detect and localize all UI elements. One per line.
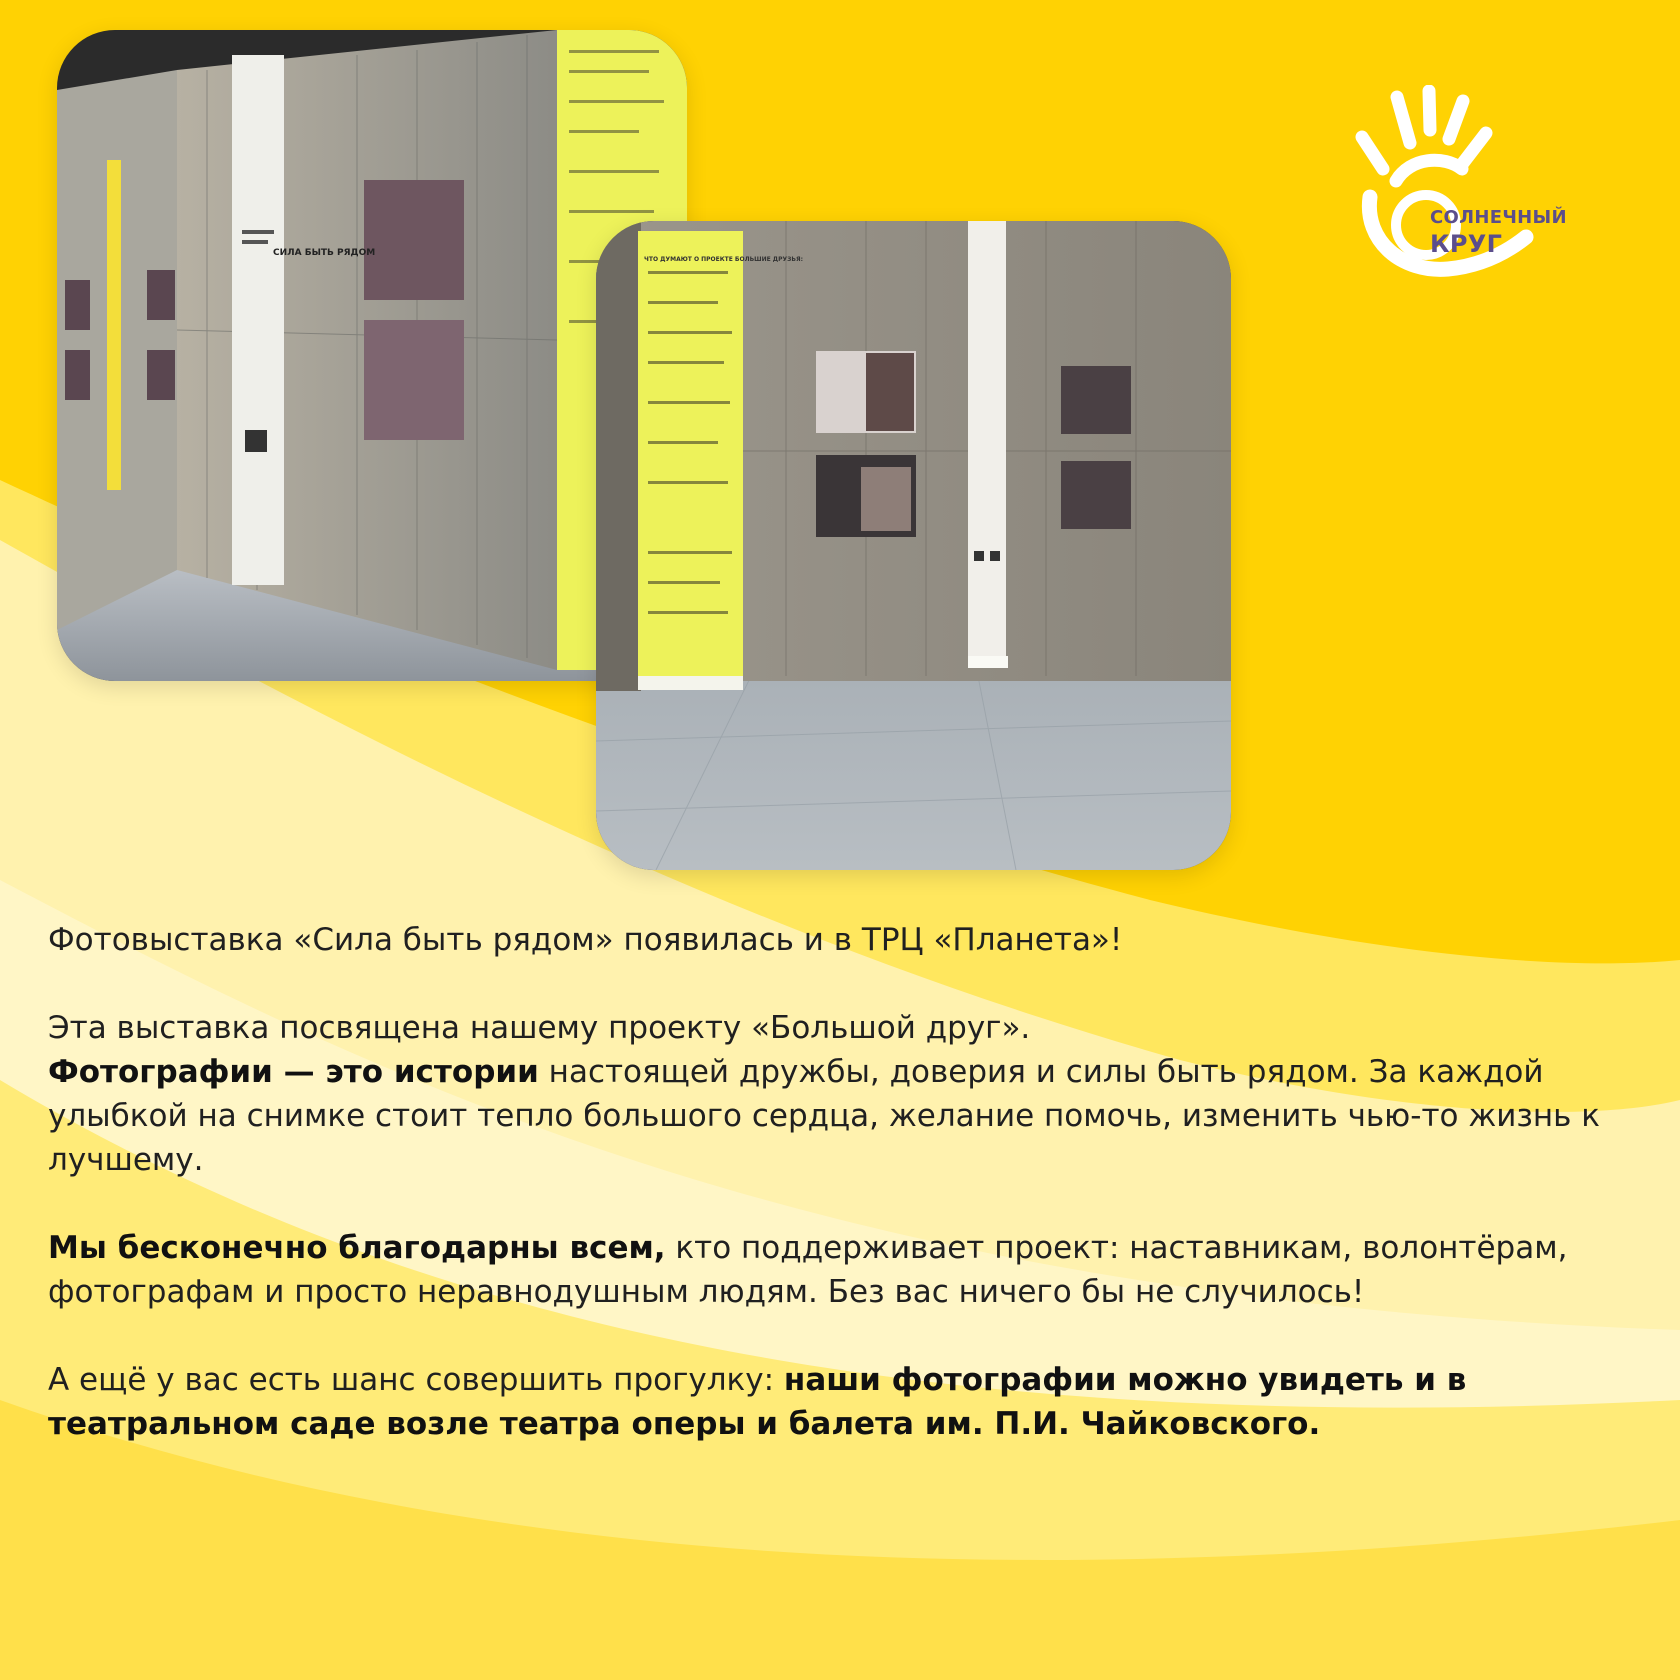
brand-logo [1350, 85, 1600, 285]
brand-name [1430, 205, 1567, 257]
exhibition-photo-right [596, 221, 1231, 870]
post-paragraph-2-line1: Эта выставка посвящена нашему проекту «Большой друг». [48, 1010, 1031, 1046]
post-paragraph-1: Фотовыставка «Сила быть рядом» появилась и в ТРЦ «Планета»! [48, 922, 1123, 958]
banner-heading-friends: ЧТО ДУМАЮТ О ПРОЕКТЕ БОЛЬШИЕ ДРУЗЬЯ: [644, 256, 804, 263]
exhibition-photo-left [57, 30, 687, 681]
brand-name-line1: СОЛНЕЧНЫЙ [1430, 207, 1567, 228]
post-paragraph-3 [48, 1226, 1638, 1314]
post-paragraph-2-bold: Фотографии — это истории [48, 1054, 539, 1090]
post-paragraph-3-bold: Мы бесконечно благодарны всем, [48, 1230, 666, 1266]
post-text [48, 918, 1638, 1446]
post-paragraph-2-rest: настоящей дружбы, доверия и силы быть рядом. За каждой улыбкой на снимке стоит тепло большого сердца, желание помочь, изменить чью-то жизнь к лучшему. [48, 1054, 1600, 1178]
post-paragraph-3-rest: кто поддерживает проект: наставникам, волонтёрам, фотографам и просто неравнодушным людям. Без вас ничего бы не случилось! [48, 1230, 1568, 1310]
brand-name-line2: КРУГ [1430, 230, 1503, 258]
post-paragraph-4-start: А ещё у вас есть шанс совершить прогулку: [48, 1362, 784, 1398]
post-paragraph-4 [48, 1358, 1638, 1446]
post-paragraph-4-bold: наши фотографии можно увидеть и в театральном саде возле театра оперы и балета им. П.И. Чайковского. [48, 1362, 1467, 1442]
poster-headline-1: СИЛА БЫТЬ РЯДОМ [273, 248, 376, 258]
post-paragraph-2 [48, 1050, 1638, 1182]
